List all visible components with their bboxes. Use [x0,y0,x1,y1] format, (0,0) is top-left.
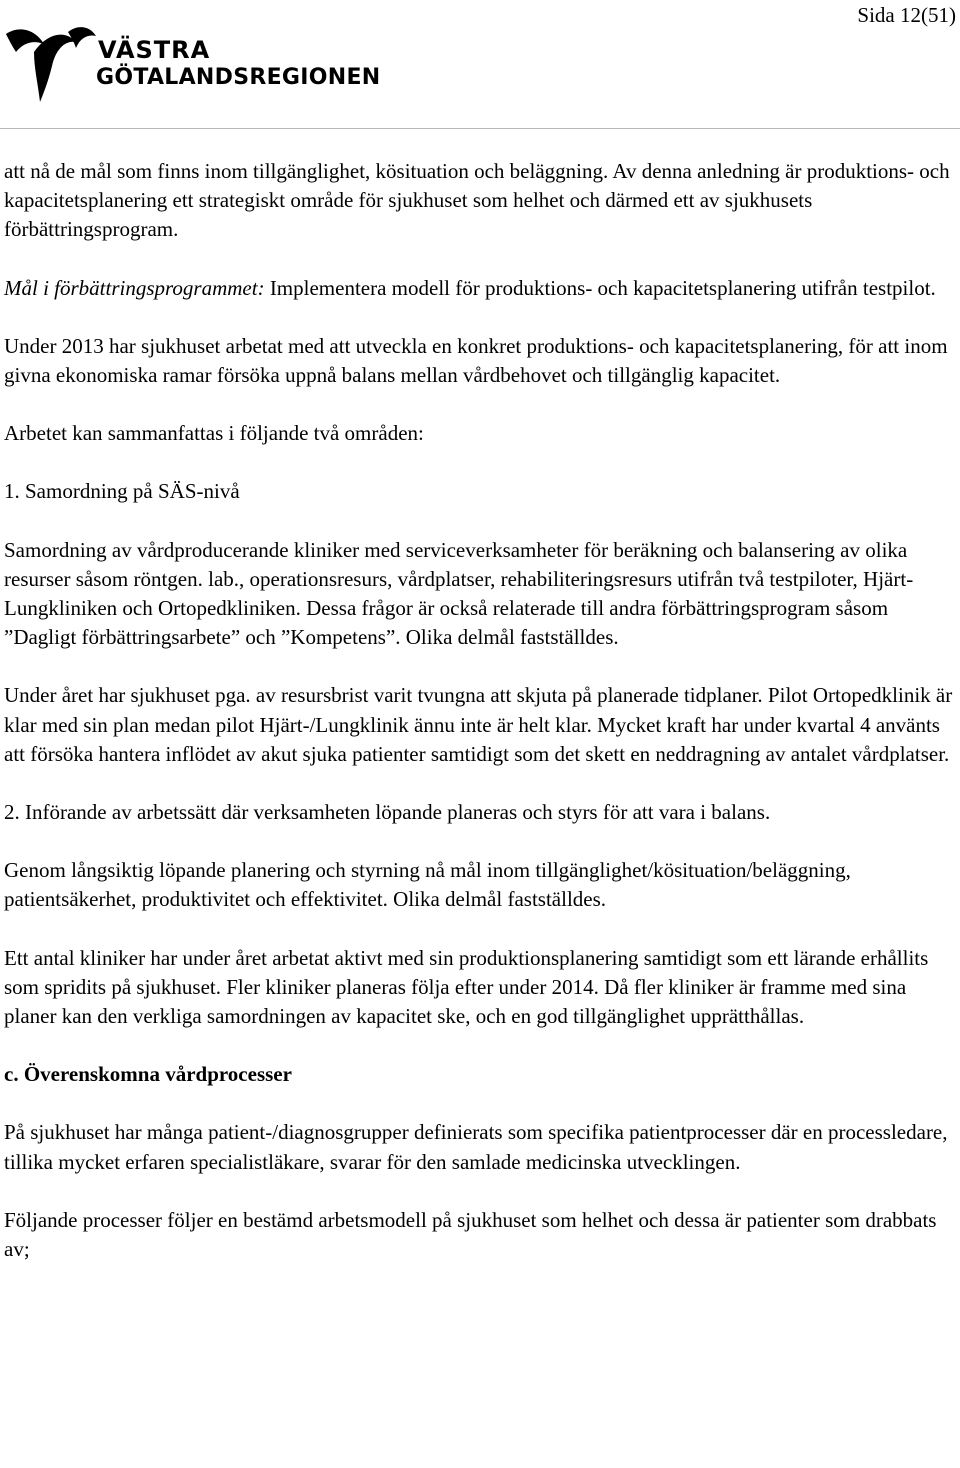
list-item-1-heading: 1. Samordning på SÄS-nivå [4,479,240,504]
vastra-gotalandsregionen-logo [4,22,388,106]
paragraph-intro: att nå de mål som finns inom tillgänglighet, kösituation och beläggning. Av denna anledning är produktions- och kapacitetsplanering ett strategiskt område för sjukhuset som helhet och därmed ett av sjukhusets förbättringsprogram. [4,159,950,242]
paragraph-resource-shortage: Under året har sjukhuset pga. av resursbrist varit tvungna att skjuta på planerade tidplaner. Pilot Ortopedklinik är klar med sin plan medan pilot Hjärt-/Lungklinik ännu inte är helt klar. Mycket kraft har under kvartal 4 använts att försöka hantera inflödet av akut sjuka patienter samtidigt som det skett en neddragning av antalet vårdplatser. [4,683,953,766]
paragraph-2013-work: Under 2013 har sjukhuset arbetat med att utveckla en konkret produktions- och kapacitetsplanering, för att inom givna ekonomiska ramar försöka uppnå balans mellan vårdbehovet och tillgänglig kapacitet. [4,333,948,388]
list-item-2-heading: 2. Införande av arbetssätt där verksamheten löpande planeras och styrs för att vara i balans. [4,800,771,825]
document-body [4,157,956,1293]
logo-line-2: GÖTALANDSREGIONEN [96,65,381,90]
paragraph-patient-processes: På sjukhuset har många patient-/diagnosgrupper definierats som specifika patientprocesser där en processledare, tillika mycket erfaren specialistläkare, svarar för den samlade medicinska utvecklingen. [4,1120,948,1174]
header-divider [0,128,960,129]
goal-text: Implementera modell för produktions- och kapacitetsplanering utifrån testpilot. [264,275,936,300]
logo-line-1: VÄSTRA [98,36,211,64]
logo-emblem-center-icon [34,35,76,102]
page-number: Sida 12(51) [857,3,956,27]
paragraph-samordning: Samordning av vårdproducerande kliniker med serviceverksamheter för beräkning och balansering av olika resurser såsom röntgen. lab., operationsresurs, vårdplatser, rehabiliteringsresurs utifrån två testpiloter, Hjärt-Lungkliniken och Ortopedkliniken. Dessa frågor är också relaterade till andra förbättringsprogram såsom ”Dagligt förbättringsarbete” och ”Kompetens”. Olika delmål fastställdes. [4,537,914,650]
goal-label: Mål i förbättringsprogrammet: [4,275,265,300]
paragraph-long-term-planning: Genom långsiktig löpande planering och styrning nå mål inom tillgänglighet/kösituation/beläggning, patientsäkerhet, produktivitet och effektivitet. Olika delmål fastställdes. [4,858,851,912]
section-heading-c: c. Överenskomna vårdprocesser [4,1062,292,1087]
logo-emblem-right-icon [68,27,96,48]
paragraph-clinics-progress: Ett antal kliniker har under året arbetat aktivt med sin produktionsplanering samtidigt som ett lärande erhållits som spridits på sjukhuset. Fler kliniker planeras följa efter under 2014. Då fler kliniker är framme med sina planer kan den verkliga samordningen av kapacitet ske, och en god tillgänglighet upprätthållas. [4,945,929,1029]
paragraph-goal [4,274,956,303]
paragraph-following-processes: Följande processer följer en bestämd arbetsmodell på sjukhuset som helhet och dessa är patienter som drabbats av; [4,1207,937,1262]
paragraph-summary-intro: Arbetet kan sammanfattas i följande två områden: [4,421,424,446]
